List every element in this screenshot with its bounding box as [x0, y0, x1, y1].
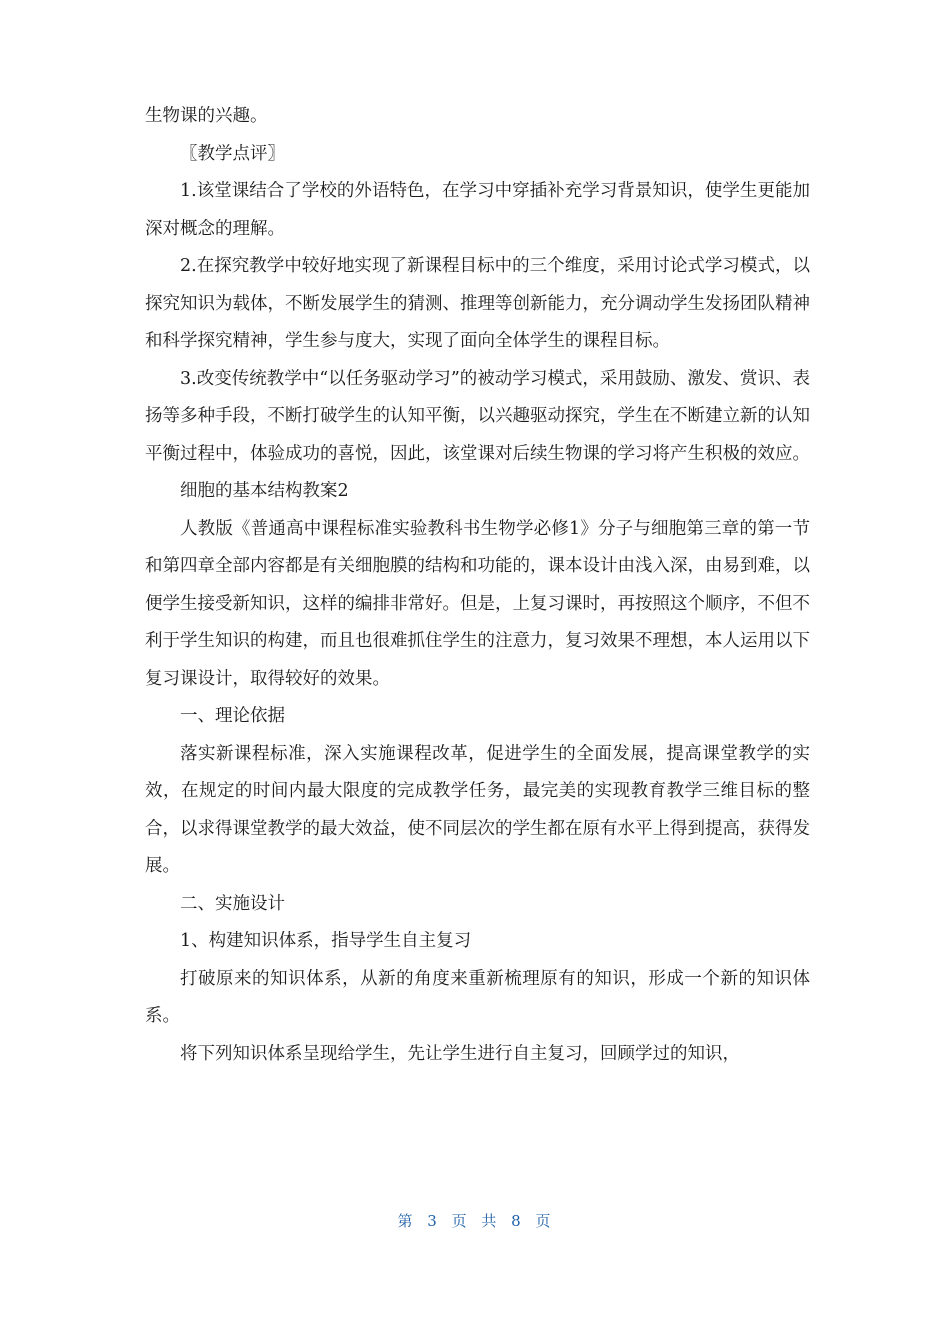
paragraph-review-1: 1.该堂课结合了学校的外语特色，在学习中穿插补充学习背景知识，使学生更能加深对概念的理解。 — [145, 181, 810, 239]
document-body — [145, 98, 810, 1073]
section-heading-review: 〖教学点评〗 — [180, 143, 285, 164]
paragraph-intro: 人教版《普通高中课程标准实验教科书生物学必修1》分子与细胞第三章的第一节和第四章全部内容都是有关细胞膜的结构和功能的，课本设计由浅入深，由易到难，以便学生接受新知识，这样的编排非常好。但是，上复习课时，再按照这个顺序，不但不利于学生知识的构建，而且也很难抓住学生的注意力，复习效果不理想，本人运用以下复习课设计，取得较好的效果。 — [145, 518, 810, 689]
paragraph-theory: 落实新课程标准，深入实施课程改革，促进学生的全面发展，提高课堂教学的实效，在规定的时间内最大限度的完成教学任务，最完美的实现教育教学三维目标的整合，以求得课堂教学的最大效益，使不同层次的学生都在原有水平上得到提高，获得发展。 — [145, 743, 810, 876]
heading-implementation: 二、实施设计 — [180, 893, 285, 914]
section-title-lesson-2: 细胞的基本结构教案2 — [180, 481, 349, 501]
paragraph-continuation: 生物课的兴趣。 — [145, 106, 268, 126]
page-number-footer: 第 3 页 共 8 页 — [397, 1212, 553, 1230]
paragraph-review-3: 3.改变传统教学中“以任务驱动学习”的被动学习模式，采用鼓励、激发、赏识、表扬等多种手段，不断打破学生的认知平衡，以兴趣驱动探究，学生在不断建立新的认知平衡过程中，体验成功的喜悦，因此，该堂课对后续生物课的学习将产生积极的效应。 — [145, 368, 810, 464]
heading-theory-basis: 一、理论依据 — [180, 706, 285, 726]
subheading-knowledge-system: 1、构建知识体系，指导学生自主复习 — [180, 931, 472, 951]
paragraph-knowledge-system: 打破原来的知识体系，从新的角度来重新梳理原有的知识，形成一个新的知识体系。 — [145, 968, 810, 1026]
paragraph-present-system: 将下列知识体系呈现给学生，先让学生进行自主复习，回顾学过的知识， — [180, 1043, 740, 1064]
paragraph-review-2: 2.在探究教学中较好地实现了新课程目标中的三个维度，采用讨论式学习模式，以探究知识为载体，不断发展学生的猜测、推理等创新能力，充分调动学生发扬团队精神和科学探究精神，学生参与度大，实现了面向全体学生的课程目标。 — [145, 256, 810, 351]
